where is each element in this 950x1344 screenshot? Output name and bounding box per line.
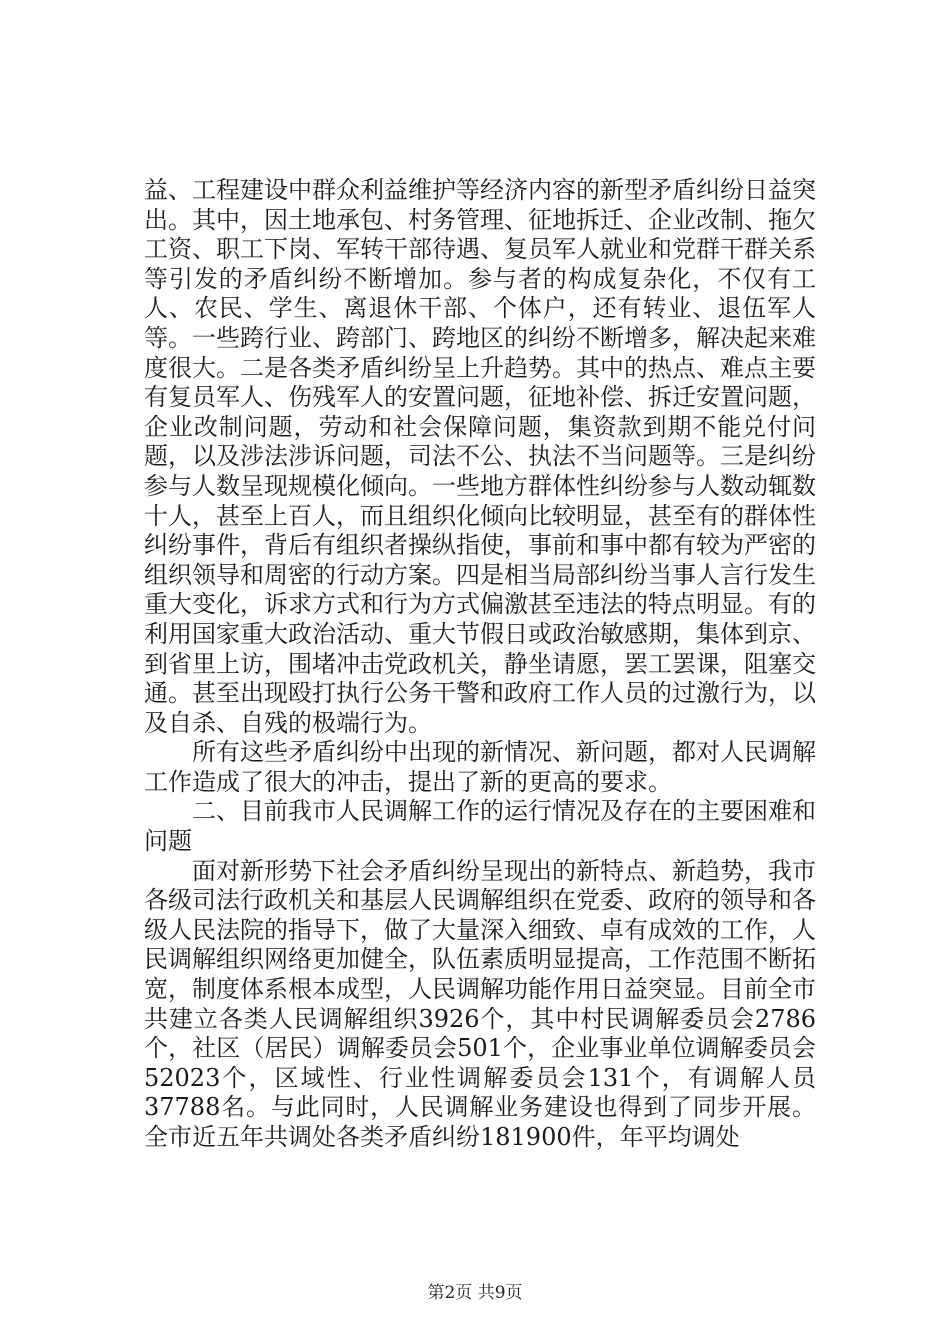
document-body — [144, 176, 816, 1153]
section-heading-2: 二、目前我市人民调解工作的运行情况及存在的主要困难和问题 — [144, 797, 816, 856]
paragraph-3: 面对新形势下社会矛盾纠纷呈现出的新特点、新趋势，我市各级司法行政机关和基层人民调解组织在党委、政府的领导和各级人民法院的指导下，做了大量深入细致、卓有成效的工作，人民调解组织网络更加健全，队伍素质明显提高，工作范围不断拓宽，制度体系根本成型，人民调解功能作用日益突显。目前全市共建立各类人民调解组织3926个，其中村民调解委员会2786个，社区（居民）调解委员会501个，企业事业单位调解委员会52023个，区域性、行业性调解委员会131个，有调解人员37788名。与此同时，人民调解业务建设也得到了同步开展。全市近五年共调处各类矛盾纠纷181900件，年平均调处 — [144, 856, 816, 1151]
paragraph-2: 所有这些矛盾纠纷中出现的新情况、新问题，都对人民调解工作造成了很大的冲击，提出了新的更高的要求。 — [144, 738, 816, 796]
page-footer: 第2页 共9页 — [427, 1283, 523, 1303]
paragraph-1: 益、工程建设中群众利益维护等经济内容的新型矛盾纠纷日益突出。其中，因土地承包、村务管理、征地拆迁、企业改制、拖欠工资、职工下岗、军转干部待遇、复员军人就业和党群干群关系等引发的矛盾纠纷不断增加。参与者的构成复杂化，不仅有工人、农民、学生、离退休干部、个体户，还有转业、退伍军人等。一些跨行业、跨部门、跨地区的纠纷不断增多，解决起来难度很大。二是各类矛盾纠纷呈上升趋势。其中的热点、难点主要有复员军人、伤残军人的安置问题，征地补偿、拆迁安置问题，企业改制问题，劳动和社会保障问题，集资款到期不能兑付问题，以及涉法涉诉问题，司法不公、执法不当问题等。三是纠纷参与人数呈现规模化倾向。一些地方群体性纠纷参与人数动辄数十人，甚至上百人，而且组织化倾向比较明显，甚至有的群体性纠纷事件，背后有组织者操纵指使，事前和事中都有较为严密的组织领导和周密的行动方案。四是相当局部纠纷当事人言行发生重大变化，诉求方式和行为方式偏激甚至违法的特点明显。有的利用国家重大政治活动、重大节假日或政治敏感期，集体到京、到省里上访，围堵冲击党政机关，静坐请愿，罢工罢课，阻塞交通。甚至出现殴打执行公务干警和政府工作人员的过激行为，以及自杀、自残的极端行为。 — [144, 176, 816, 737]
